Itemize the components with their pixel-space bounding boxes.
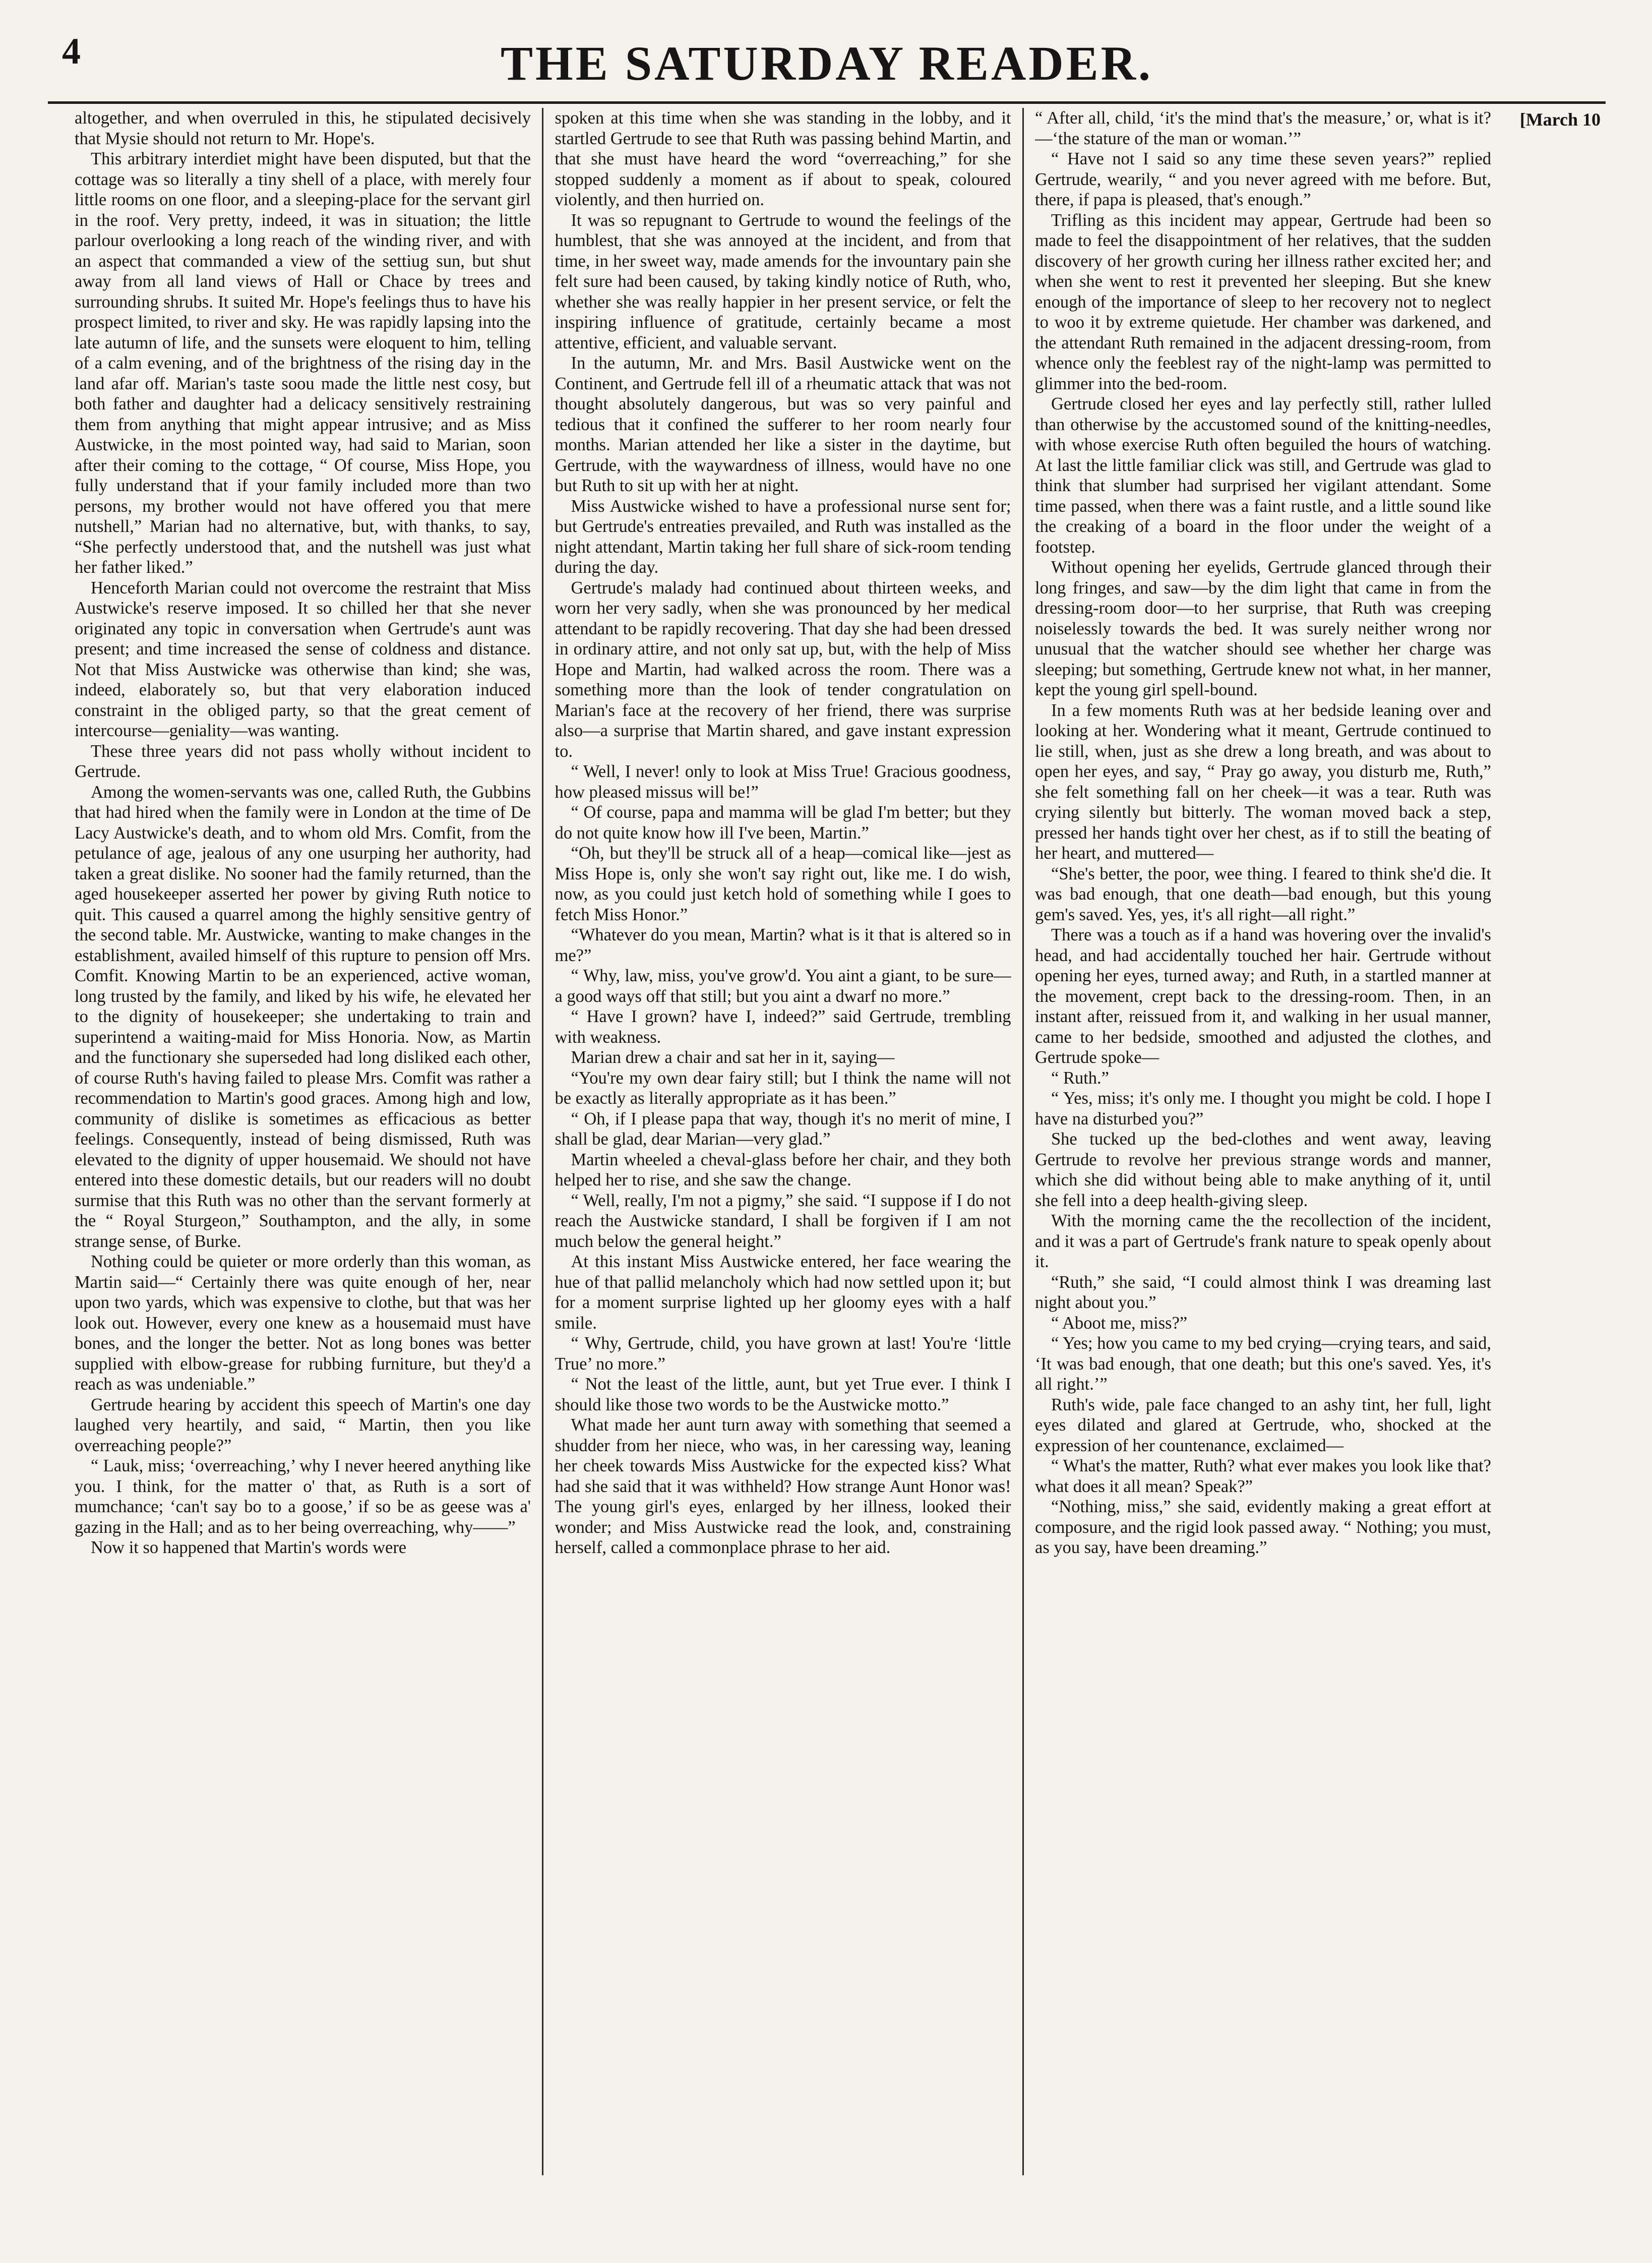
paragraph: Miss Austwicke wished to have a professional nurse sent for; but Gertrude's entreaties prevailed, and Ruth was installed as the night attendant, Martin taking her full share of sick-room tending during the day. (555, 496, 1011, 577)
paragraph: “Ruth,” she said, “I could almost think I was dreaming last night about you.” (1035, 1272, 1491, 1312)
paragraph: “ What's the matter, Ruth? what ever makes you look like that? what does it all mean? Speak?” (1035, 1456, 1491, 1496)
paragraph: With the morning came the the recollection of the incident, and it was a part of Gertrude's frank nature to speak openly about it. (1035, 1211, 1491, 1271)
column-3 (1035, 108, 1491, 2175)
paragraph: “ Have not I said so any time these seven years?” replied Gertrude, wearily, “ and you never agreed with me before. But, there, if papa is pleased, that's enough.” (1035, 149, 1491, 209)
paragraph: altogether, and when overruled in this, he stipulated decisively that Mysie should not return to Mr. Hope's. (75, 108, 531, 148)
paragraph: “Whatever do you mean, Martin? what is it that is altered so in me?” (555, 925, 1011, 965)
header-rule (48, 101, 1606, 104)
paragraph: “Nothing, miss,” she said, evidently making a great effort at composure, and the rigid look passed away. “ Nothing; you must, as you say, have been dreaming.” (1035, 1497, 1491, 1557)
paragraph: “ Aboot me, miss?” (1051, 1313, 1188, 1333)
column-divider (1022, 108, 1024, 2175)
newspaper-title: THE SATURDAY READER. (501, 36, 1153, 90)
paragraph: This arbitrary interdiet might have been disputed, but that the cottage was so literally a tiny shell of a place, with merely four little rooms on one floor, and a sleeping-place for the servant girl in the roof. Very pretty, indeed, it was in situation; the little parlour overlooking a long reach of the winding river, and with an aspect that commanded a view of the settiug sun, but shut away from all land views of Hall or Chace by trees and surrounding shrubs. It suited Mr. Hope's feelings thus to have his prospect limited, to river and sky. He was rapidly lapsing into the late autumn of life, and the sunsets were eloquent to him, telling of a calm evening, and of the brightness of the rising day in the land afar off. Marian's taste soou made the little nest cosy, but both father and daughter had a delicacy sensitively restraining them from anything that might appear intrusive; and as Miss Austwicke, in the most pointed way, had said to Marian, soon after their coming to the cottage, “ Of course, Miss Hope, you fully understand that if your family included more than two persons, my brother would not have offered you that mere nutshell,” Marian had no alternative, but, with thanks, to say, “She perfectly understood that, and the nutshell was just what her father liked.” (75, 149, 531, 577)
paragraph: “ Of course, papa and mamma will be glad I'm better; but they do not quite know how ill I've been, Martin.” (555, 803, 1011, 843)
paragraph: “ Have I grown? have I, indeed?” said Gertrude, trembling with weakness. (555, 1007, 1011, 1047)
paragraph: “You're my own dear fairy still; but I think the name will not be exactly as literally appropriate as it has been.” (555, 1068, 1011, 1108)
paragraph: In the autumn, Mr. and Mrs. Basil Austwicke went on the Continent, and Gertrude fell ill of a rheumatic attack that was not thought absolutely dangerous, but was so very painful and tedious that it confined the sufferer to her room nearly four months. Marian attended her like a sister in the daytime, but Gertrude, with the waywardness of illness, would have no one but Ruth to sit up with her at night. (555, 353, 1011, 495)
paragraph: In a few moments Ruth was at her bedside leaning over and looking at her. Wondering what it meant, Gertrude continued to lie still, when, just as she drew a long breath, and was about to open her eyes, and say, “ Pray go away, you disturb me, Ruth,” she felt something fall on her cheek—it was a tear. Ruth was crying silently but bitterly. The woman moved back a step, pressed her hands tight over her chest, as if to still the beating of her heart, and muttered— (1035, 700, 1491, 863)
paragraph: Trifling as this incident may appear, Gertrude had been so made to feel the disappointment of her relatives, that the sudden discovery of her growth curing her illness rather excited her; and when she went to rest it prevented her sleeping. But she knew enough of the importance of sleep to her recovery not to neglect to woo it by extreme quietude. Her chamber was darkened, and the attendant Ruth remained in the adjacent dressing-room, from whence only the feeblest ray of the night-lamp was permitted to glimmer into the bed-room. (1035, 210, 1491, 393)
paragraph: It was so repugnant to Gertrude to wound the feelings of the humblest, that she was annoyed at the incident, and from that time, in her sweet way, made amends for the invountary pain she felt sure had been caused, by taking kindly notice of Ruth, who, whether she was really happier in her present service, or felt the inspiring influence of gratitude, certainly became a most attentive, efficient, and valuable servant. (555, 210, 1011, 352)
paragraph: Nothing could be quieter or more orderly than this woman, as Martin said—“ Certainly there was quite enough of her, near upon two yards, which was expensive to clothe, but that was her look out. However, every one knew as a housemaid must have bones, and the longer the better. Not as long bones was better supplied with elbow-grease for rubbing furniture, but they'd a reach as was undeniable.” (75, 1252, 531, 1394)
paragraph: Martin wheeled a cheval-glass before her chair, and they both helped her to rise, and she saw the change. (555, 1150, 1011, 1189)
paragraph: “ Not the least of the little, aunt, but yet True ever. I think I should like those two words to be the Austwicke motto.” (555, 1375, 1011, 1414)
paragraph: Gertrude closed her eyes and lay perfectly still, rather lulled than otherwise by the accustomed sound of the knitting-needles, with whose exercise Ruth often beguiled the hours of watching. At last the little familiar click was still, and Gertrude was glad to think that slumber had surprised her vigilant attendant. Some time passed, when there was a faint rustle, and a little sound like the creaking of a board in the floor under the weight of a footstep. (1035, 394, 1491, 557)
paragraph: “ Ruth.” (1051, 1068, 1109, 1088)
paragraph: “ Why, law, miss, you've grow'd. You aint a giant, to be sure—a good ways off that still; but you aint a dwarf no more.” (555, 966, 1011, 1006)
column-2 (555, 108, 1011, 2175)
paragraph: Ruth's wide, pale face changed to an ashy tint, her full, light eyes dilated and glared at Gertrude, who, shocked at the expression of her countenance, exclaimed— (1035, 1395, 1491, 1455)
paragraph: “She's better, the poor, wee thing. I feared to think she'd die. It was bad enough, that one death—bad enough, but this young gem's saved. Yes, yes, it's all right—all right.” (1035, 864, 1491, 924)
paragraph: “ Oh, if I please papa that way, though it's no merit of mine, I shall be glad, dear Marian—very glad.” (555, 1109, 1011, 1149)
paragraph: Among the women-servants was one, called Ruth, the Gubbins that had hired when the family were in London at the time of De Lacy Austwicke's death, and to whom old Mrs. Comfit, from the petulance of age, jealous of any one usurping her authority, had taken a great dislike. No sooner had the family returned, than the aged housekeeper asserted her power by giving Ruth notice to quit. This caused a quarrel among the highly sensitive gentry of the second table. Mr. Austwicke, wanting to make changes in the establishment, availed himself of this rupture to pension off Mrs. Comfit. Knowing Martin to be an experienced, active woman, long trusted by the family, and liked by his wife, he elevated her to the dignity of housekeeper; she undertaking to train and superintend a waiting-maid for Miss Honoria. Now, as Martin and the functionary she superseded had long disliked each other, of course Ruth's having failed to please Mrs. Comfit was rather a recommendation to Martin's good graces. Among high and low, community of dislike is sometimes as efficacious as better feelings. Consequently, instead of being dismissed, Ruth was elevated to the dignity of upper housemaid. We should not have entered into these domestic details, but our readers will no doubt surmise that this Ruth was no other than the servant formerly at the “ Royal Sturgeon,” Southampton, and the ally, in some strange sense, of Burke. (75, 782, 531, 1251)
paragraph: She tucked up the bed-clothes and went away, leaving Gertrude to revolve her previous strange words and manner, which she did without being able to make anything of it, until she fell into a deep health-giving sleep. (1035, 1129, 1491, 1210)
page-number: 4 (62, 31, 81, 72)
paragraph: spoken at this time when she was standing in the lobby, and it startled Gertrude to see that Ruth was passing behind Martin, and that she must have heard the word “overreaching,” for she stopped suddenly a moment as if about to speak, coloured violently, and then hurried on. (555, 108, 1011, 209)
paragraph: “ Lauk, miss; ‘overreaching,’ why I never heered anything like you. I think, for the matter o' that, as Ruth is a sort of mumchance; ‘can't say bo to a goose,’ if so be as geese was a' gazing in the Hall; and as to her being overreaching, why——” (75, 1456, 531, 1537)
paragraph: “Oh, but they'll be struck all of a heap—comical like—jest as Miss Hope is, only she won't say right out, like me. I do wish, now, as you could just ketch hold of something while I goes to fetch Miss Honor.” (555, 844, 1011, 924)
issue-date: [March 10 (1519, 109, 1601, 130)
paragraph: What made her aunt turn away with something that seemed a shudder from her niece, who was, in her caressing way, leaning her cheek towards Miss Austwicke for the expected kiss? What had she said that it was withheld? How strange Aunt Honor was! The young girl's eyes, enlarged by her illness, looked their wonder; and Miss Austwicke read the look, and, constraining herself, called a commonplace phrase to her aid. (555, 1415, 1011, 1557)
paragraph: Now it so happened that Martin's words were (91, 1538, 407, 1557)
paragraph: Gertrude hearing by accident this speech of Martin's one day laughed very heartily, and said, “ Martin, then you like overreaching people?” (75, 1395, 531, 1455)
paragraph: “ Well, I never! only to look at Miss True! Gracious goodness, how pleased missus will be!” (555, 762, 1011, 802)
paragraph: Henceforth Marian could not overcome the restraint that Miss Austwicke's reserve imposed. It so chilled her that she never originated any topic in conversation when Gertrude's aunt was present; and time increased the sense of coldness and distance. Not that Miss Austwicke was otherwise than kind; she was, indeed, elaborately so, but that very elaboration induced constraint in the obliged party, so that the great cement of intercourse—geniality—was wanting. (75, 578, 531, 740)
paragraph: “ After all, child, ‘it's the mind that's the measure,’ or, what is it?—‘the stature of the man or woman.’” (1035, 108, 1491, 148)
article-columns (75, 108, 1491, 2175)
paragraph: Without opening her eyelids, Gertrude glanced through their long fringes, and saw—by the dim light that came in from the dressing-room door—to her surprise, that Ruth was creeping noiselessly towards the bed. It was surely neither wrong nor unusual that the watcher should see whether her charge was sleeping; but something, Gertrude knew not what, in her manner, kept the young girl spell-bound. (1035, 558, 1491, 699)
paragraph: At this instant Miss Austwicke entered, her face wearing the hue of that pallid melancholy which had now settled upon it; but for a moment surprise lighted up her gloomy eyes with a half smile. (555, 1252, 1011, 1333)
column-1 (75, 108, 531, 2175)
paragraph: These three years did not pass wholly without incident to Gertrude. (75, 741, 531, 781)
column-divider (542, 108, 543, 2175)
paragraph: “ Yes; how you came to my bed crying—crying tears, and said, ‘It was bad enough, that one death; but this one's saved. Yes, it's all right.’” (1035, 1334, 1491, 1394)
paragraph: “ Yes, miss; it's only me. I thought you might be cold. I hope I have na disturbed you?” (1035, 1089, 1491, 1128)
paragraph: “ Well, really, I'm not a pigmy,” she said. “I suppose if I do not reach the Austwicke standard, I shall be forgiven if I am not much below the general height.” (555, 1190, 1011, 1251)
paragraph: Marian drew a chair and sat her in it, saying— (571, 1048, 895, 1067)
paragraph: There was a touch as if a hand was hovering over the invalid's head, and had accidentally touched her hair. Gertrude without opening her eyes, turned away; and Ruth, in a startled manner at the movement, crept back to the dressing-room. Then, in an instant after, reissued from it, and walking in her usual manner, came to her bedside, smoothed and adjusted the clothes, and Gertrude spoke— (1035, 925, 1491, 1067)
paragraph: Gertrude's malady had continued about thirteen weeks, and worn her very sadly, when she was pronounced by her medical attendant to be rapidly recovering. That day she had been dressed in ordinary attire, and not only sat up, but, with the help of Miss Hope and Martin, had walked across the room. There was a something more than the look of tender congratulation on Marian's face at the recovery of her friend, there was surprise also—a surprise that Martin shared, and gave instant expression to. (555, 578, 1011, 761)
paragraph: “ Why, Gertrude, child, you have grown at last! You're ‘little True’ no more.” (555, 1334, 1011, 1374)
